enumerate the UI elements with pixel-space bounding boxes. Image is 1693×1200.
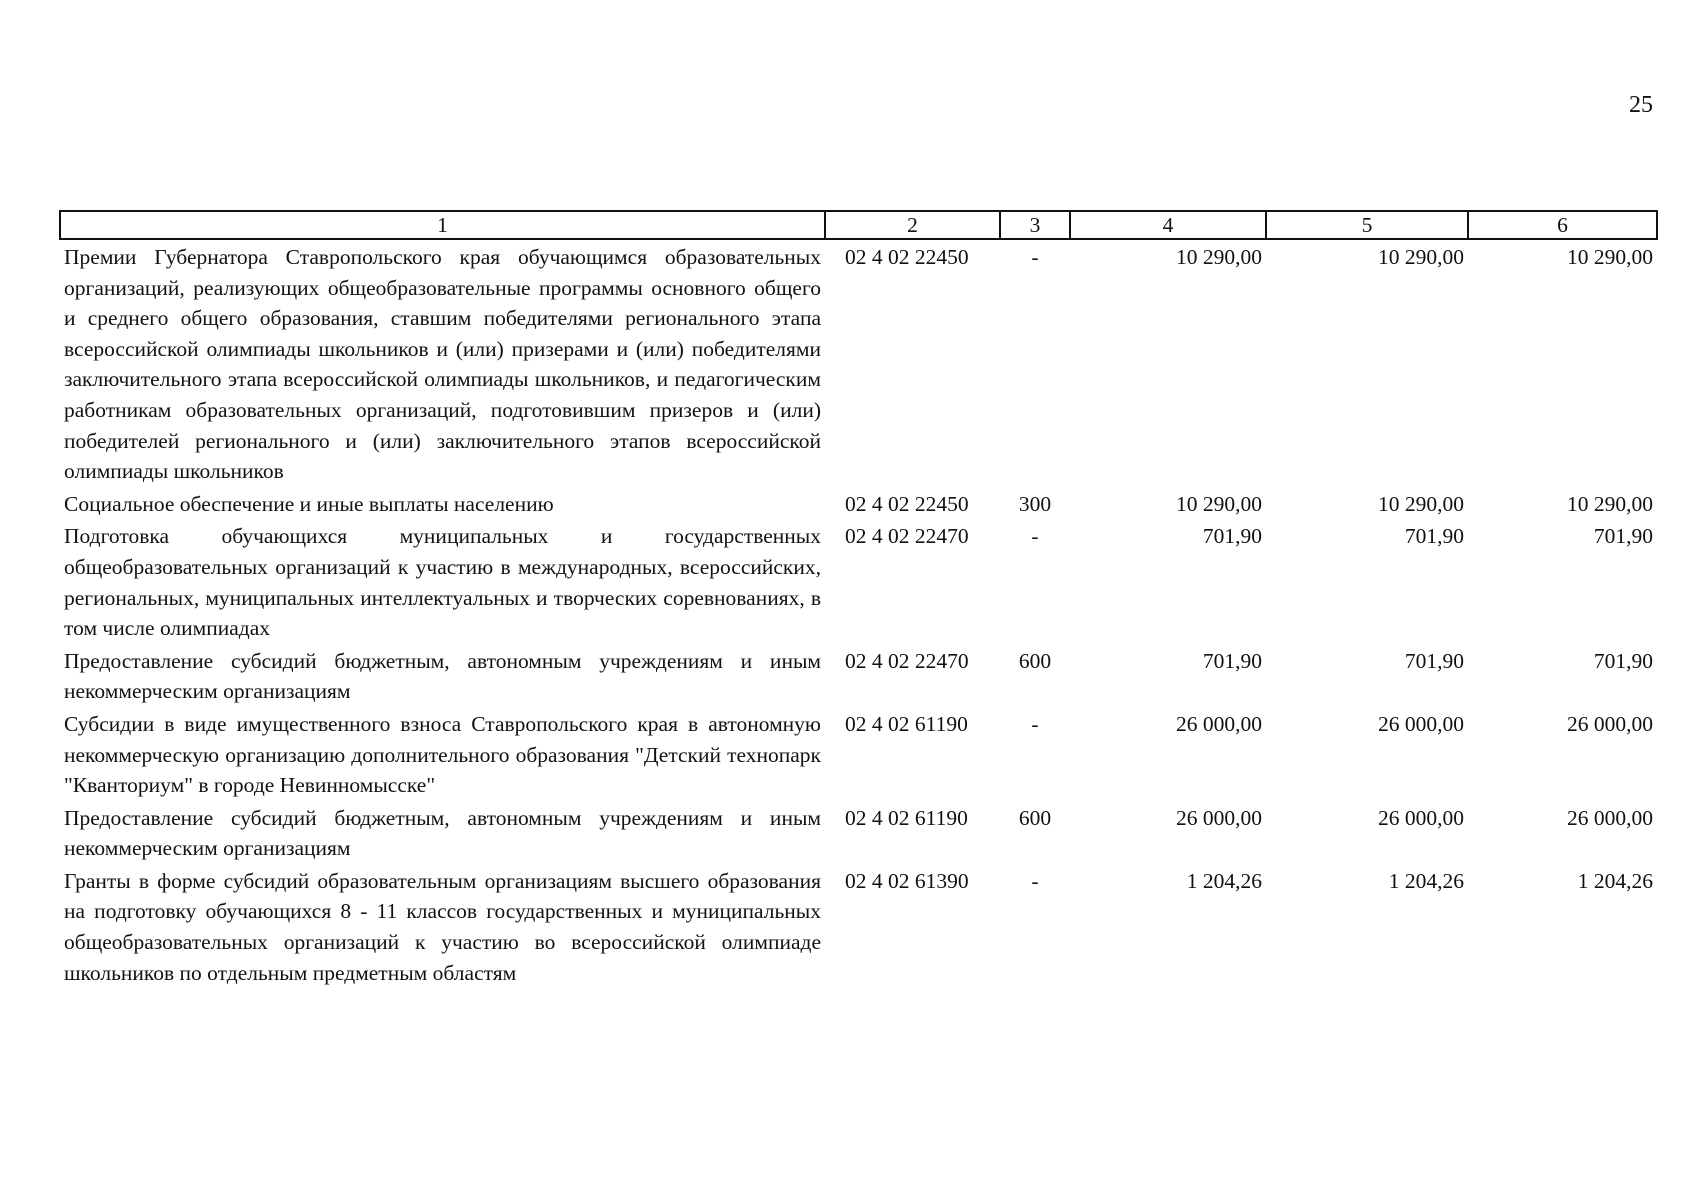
row-kind: 600 [1018,648,1052,673]
row-code: 02 4 02 22470 [845,524,969,549]
row-value-6: 701,90 [1593,648,1653,673]
row-value-6: 26 000,00 [1567,805,1653,830]
row-kind: - [1031,524,1039,549]
row-value-6: 10 290,00 [1567,491,1653,516]
row-value-5: 26 000,00 [1378,805,1464,830]
row-kind: - [1031,245,1039,269]
row-value-5: 10 290,00 [1378,491,1464,516]
row-value-5: 701,90 [1404,524,1464,549]
row-code: 02 4 02 22450 [845,245,969,269]
column-header-2: 2 [825,211,1000,239]
row-name: Гранты в форме субсидий образовательным организациям высшего образования на подготовку обучающихся 8 - 11 классов государственных и муниципальных общеобразовательных организаций к участию во всероссийской олимпиаде школьников по отдельным предметным областям [64,868,821,985]
row-code: 02 4 02 61190 [845,805,968,830]
row-name: Предоставление субсидий бюджетным, автономным учреждениям и иным некоммерческим организациям [64,648,821,704]
table-row [60,644,1657,707]
table-header [60,211,1657,239]
column-header-6: 6 [1468,211,1657,239]
column-header-4: 4 [1070,211,1266,239]
row-name: Предоставление субсидий бюджетным, автономным учреждениям и иным некоммерческим организациям [64,805,821,861]
row-value-4: 10 290,00 [1176,491,1262,516]
table-row [60,519,1657,643]
row-value-4: 701,90 [1202,648,1262,673]
row-kind: - [1031,711,1039,736]
row-code: 02 4 02 61390 [845,868,969,893]
row-value-4: 26 000,00 [1176,805,1262,830]
header-row [60,211,1657,239]
table-row [60,864,1657,988]
table-row [60,707,1657,801]
table-body [60,239,1657,988]
row-value-4: 1 204,26 [1186,868,1262,893]
row-name: Социальное обеспечение и иные выплаты населению [64,491,554,516]
row-value-5: 26 000,00 [1378,711,1464,736]
column-header-5: 5 [1266,211,1468,239]
row-value-6: 26 000,00 [1567,711,1653,736]
row-value-4: 10 290,00 [1176,245,1262,269]
budget-table [59,210,1658,988]
row-value-6: 701,90 [1593,524,1653,549]
row-value-6: 10 290,00 [1567,245,1653,269]
row-code: 02 4 02 22470 [845,648,969,673]
row-name: Премии Губернатора Ставропольского края обучающимся образовательных организаций, реализующих общеобразовательные программы основного общего и среднего общего образования, ставшим победителями регионального этапа всероссийской олимпиады школьников и (или) призерами и (или) победителями заключительного этапа всероссийской олимпиады школьников, и педагогическим работникам образовательных организаций, подготовившим призеров и (или) победителей регионального и (или) заключительного этапов всероссийской олимпиады школьников [64,245,821,484]
row-kind: 300 [1018,491,1052,516]
table-row [60,487,1657,520]
column-header-1: 1 [60,211,825,239]
table-row [60,239,1657,487]
row-kind: - [1031,868,1039,893]
row-name: Субсидии в виде имущественного взноса Ставропольского края в автономную некоммерческую организацию дополнительного образования "Детский технопарк "Кванториум" в городе Невинномысске" [64,711,821,798]
row-value-4: 26 000,00 [1176,711,1262,736]
row-code: 02 4 02 61190 [845,711,968,736]
column-header-3: 3 [1000,211,1070,239]
row-kind: 600 [1018,805,1052,830]
row-value-5: 701,90 [1404,648,1464,673]
row-value-5: 10 290,00 [1378,245,1464,269]
row-value-5: 1 204,26 [1388,868,1464,893]
table-row [60,801,1657,864]
row-value-6: 1 204,26 [1577,868,1653,893]
row-code: 02 4 02 22450 [845,491,969,516]
row-name: Подготовка обучающихся муниципальных и государственных общеобразовательных организаций к участию в международных, всероссийских, региональных, муниципальных интеллектуальных и творческих соревнованиях, в том числе олимпиадах [64,524,821,641]
row-value-4: 701,90 [1202,524,1262,549]
page-number: 25 [1629,92,1653,118]
